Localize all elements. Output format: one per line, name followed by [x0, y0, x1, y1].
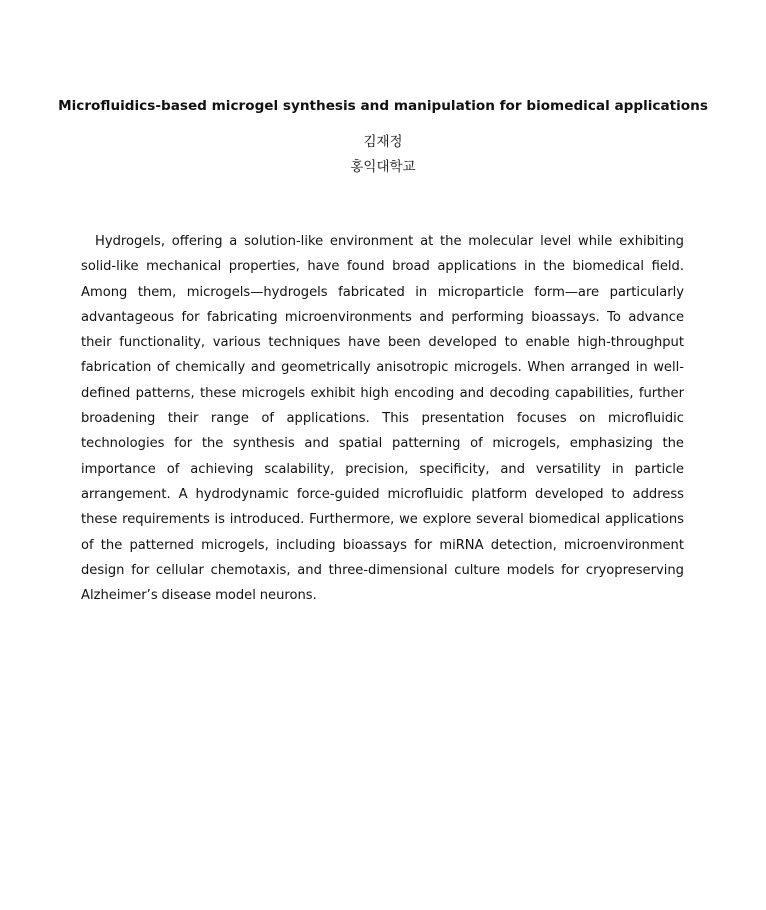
author-affiliation: 홍익대학교 — [350, 159, 416, 175]
author-name: 김재정 — [363, 134, 403, 150]
paper-title: Microfluidics-based microgel synthesis and manipulation for biomedical applications — [58, 98, 708, 114]
abstract-paragraph: Hydrogels, offering a solution-like environment at the molecular level while exhibiting solid-like mechanical properties, have found broad applications in the biomedical field. Among them, microgels—hydrogels fabricated in microparticle form—are particularly advantageous for fabricating microenvironments and performing bioassays. To advance their functionality, various techniques have been developed to enable high-throughput fabrication of chemically and geometrically anisotropic microgels. When arranged in well-defined patterns, these microgels exhibit high encoding and decoding capabilities, further broadening their range of applications. This presentation focuses on microfluidic technologies for the synthesis and spatial patterning of microgels, emphasizing the importance of achieving scalability, precision, specificity, and versatility in particle arrangement. A hydrodynamic force-guided microfluidic platform developed to address these requirements is introduced. Furthermore, we explore several biomedical applications of the patterned microgels, including bioassays for miRNA detection, microenvironment design for cellular chemotaxis, and three-dimensional culture models for cryopreserving Alzheimer’s disease model neurons. — [81, 234, 684, 604]
